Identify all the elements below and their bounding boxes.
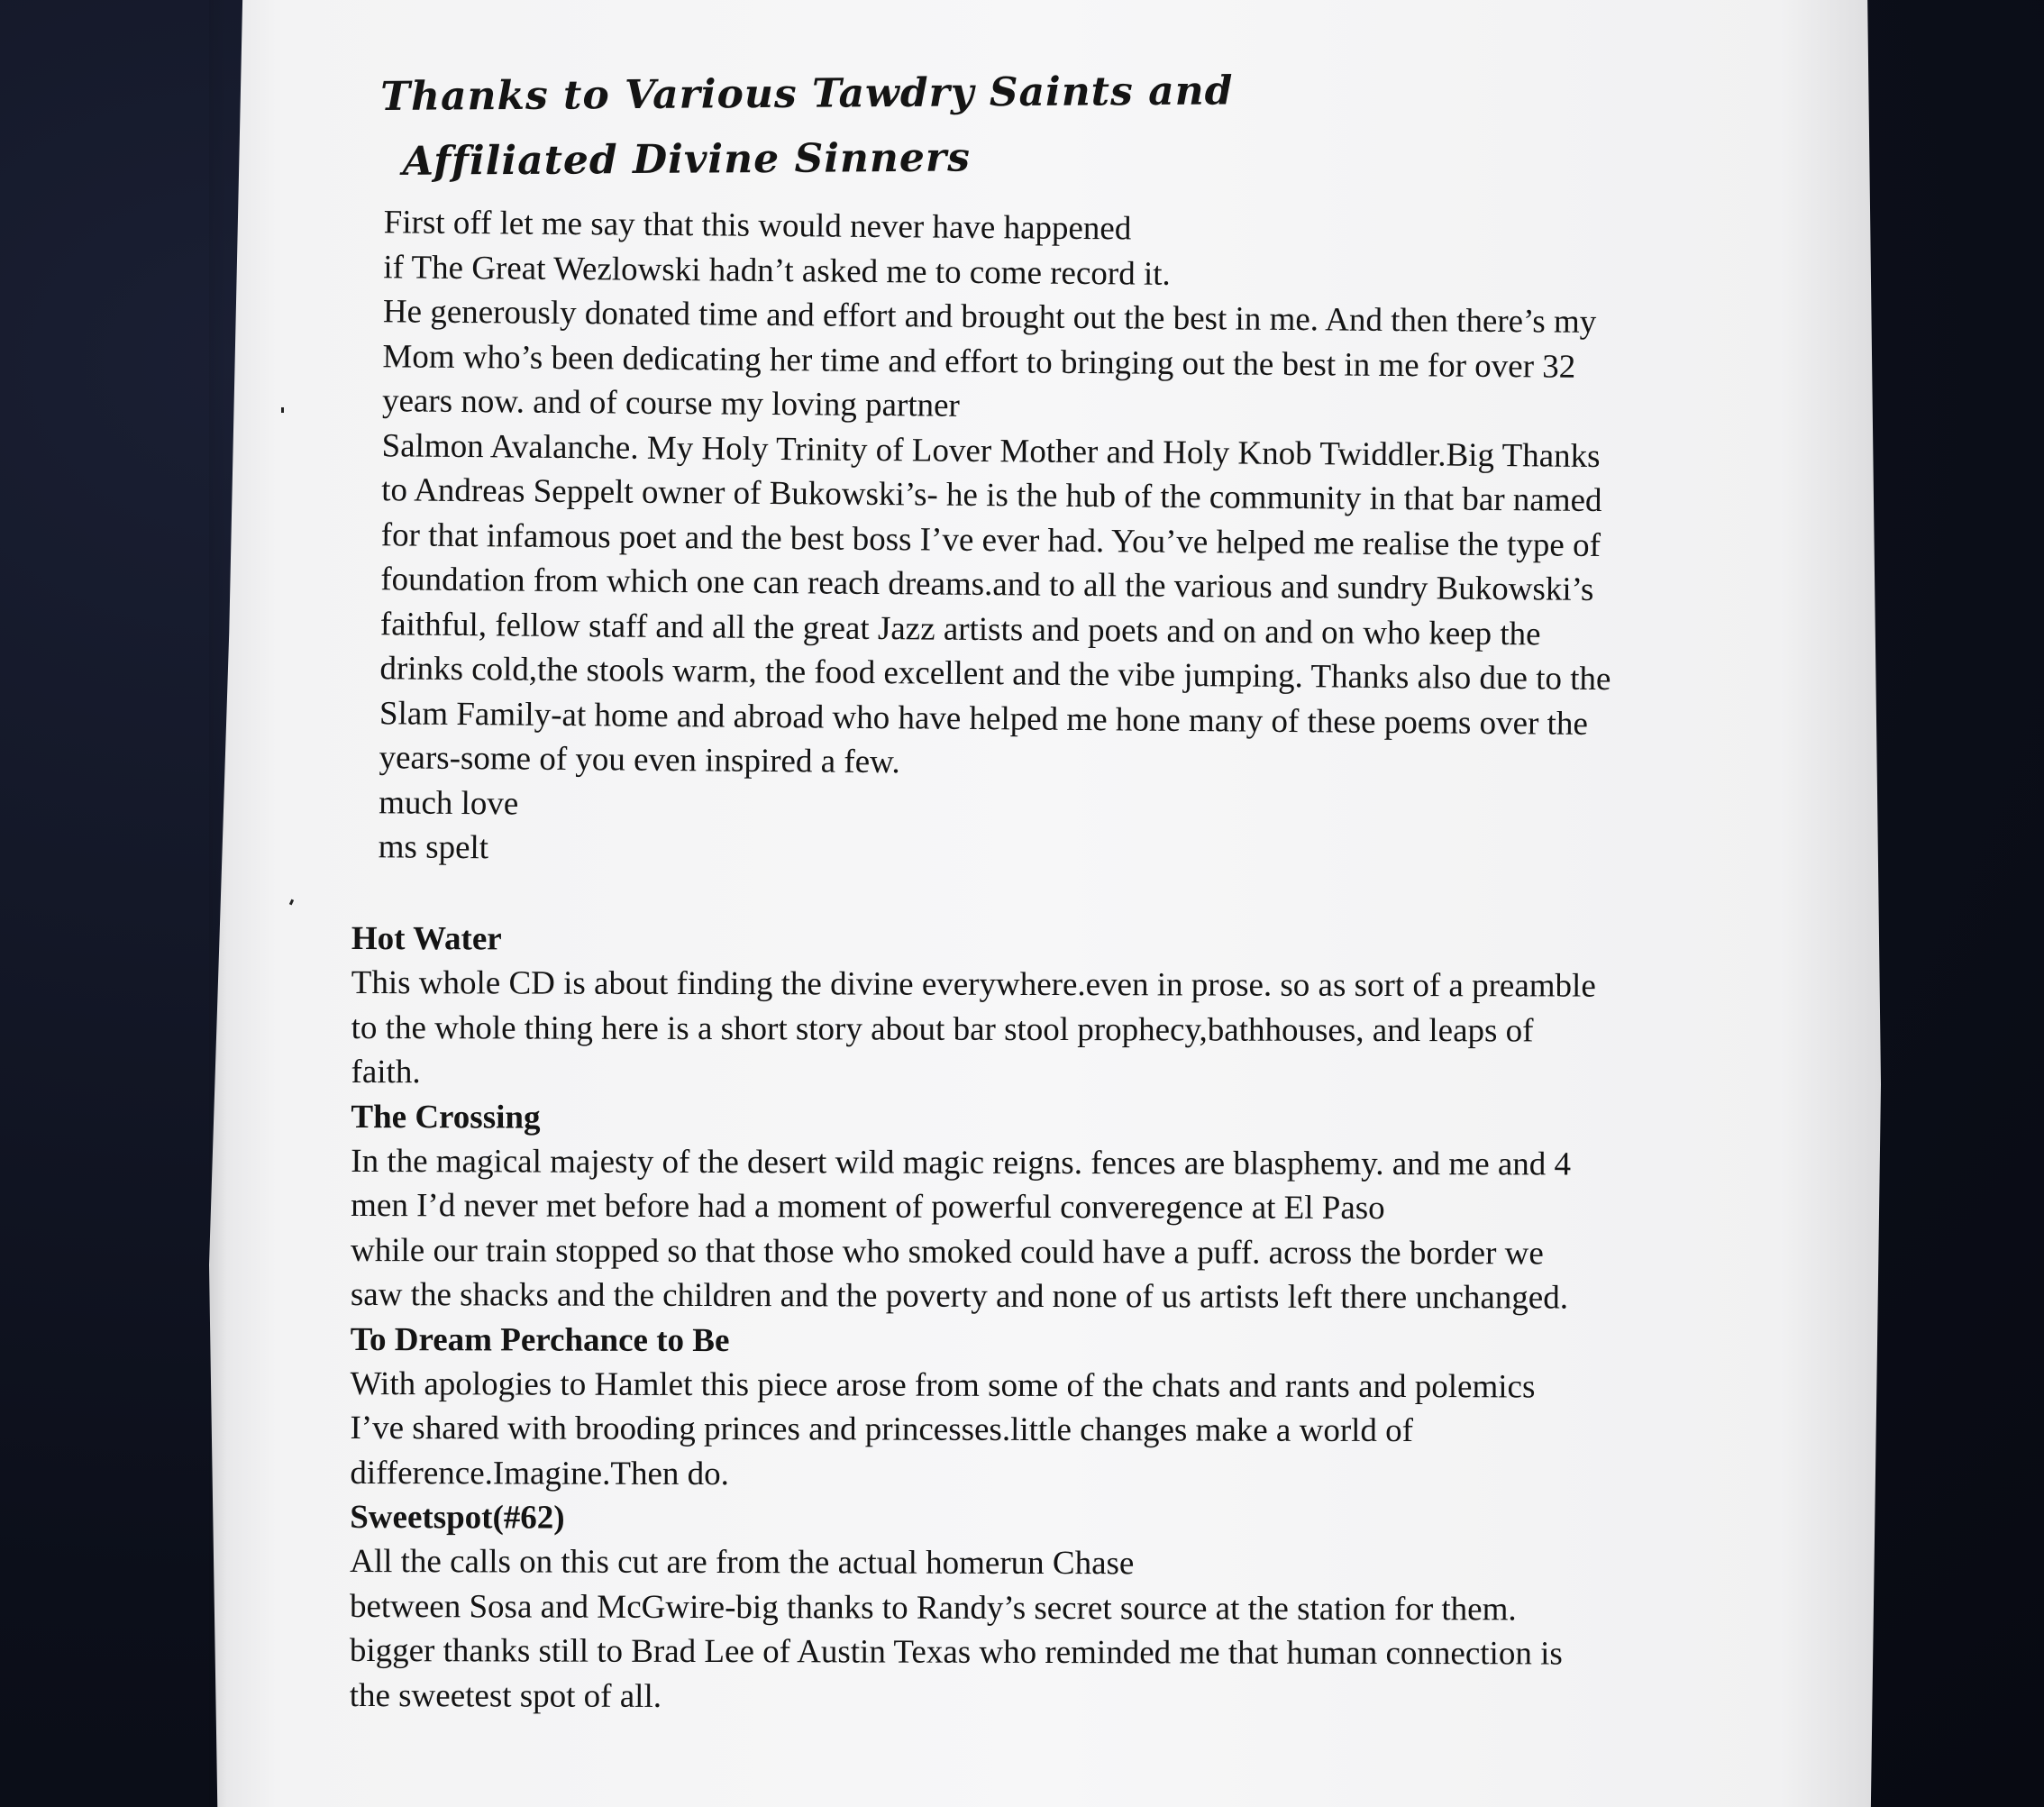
liner-notes — [349, 65, 1802, 1718]
intro-line: years now. and of course my loving partner — [381, 382, 961, 424]
title-line-1: Thanks to Various Tawdry Saints and — [380, 68, 1234, 120]
intro-line: faithful, fellow staff and all the great Jazz artists and poets and on and on who keep the — [379, 605, 1541, 653]
intro-line: if The Great Wezlowski hadn’t asked me to come record it. — [383, 248, 1171, 293]
track-note-line: difference.Imagine.Then do. — [350, 1453, 729, 1492]
track-note-line: This whole CD is about finding the divine everywhere.even in prose. so as sort of a preamble — [351, 963, 1596, 1005]
track-note-line: saw the shacks and the children and the poverty and none of us artists left there unchanged. — [350, 1275, 1569, 1317]
intro-signature: ms spelt — [378, 828, 489, 867]
track-heading-hot-water: Hot Water — [351, 919, 502, 957]
track-note-line: All the calls on this cut are from the actual homerun Chase — [350, 1542, 1135, 1582]
speck-mark — [281, 407, 284, 413]
track-note-line: the sweetest spot of all. — [349, 1675, 662, 1714]
track-note-line: men I’d never met before had a moment of powerful converegence at El Paso — [351, 1186, 1385, 1227]
track-note-line: to the whole thing here is a short story about bar stool prophecy,bathhouses, and leaps of — [351, 1008, 1534, 1049]
intro-signoff: much love — [378, 783, 519, 823]
track-notes — [350, 917, 1802, 1721]
intro-line: to Andreas Seppelt owner of Bukowski’s- he is the hub of the community in that bar named — [381, 471, 1602, 520]
intro-paragraph — [355, 200, 1802, 881]
intro-line: years-some of you even inspired a few. — [379, 739, 900, 781]
track-heading-sweetspot: Sweetspot(#62) — [350, 1498, 565, 1537]
intro-line: drinks cold,the stools warm, the food excellent and the vibe jumping. Thanks also due to the — [379, 650, 1611, 698]
track-note-line: In the magical majesty of the desert wild magic reigns. fences are blasphemy. and me and 4 — [351, 1141, 1572, 1182]
intro-line: Mom who’s been dedicating her time and effort to bringing out the best in me for over 32 — [382, 337, 1576, 386]
track-note-line: faith. — [351, 1053, 421, 1091]
track-note-line: between Sosa and McGwire-big thanks to Randy’s secret source at the station for them. — [349, 1586, 1517, 1628]
intro-line: First off let me say that this would never have happened — [383, 204, 1132, 248]
intro-line: for that infamous poet and the best boss I’ve ever had. You’ve helped me realise the type of — [380, 516, 1601, 564]
intro-line: Salmon Avalanche. My Holy Trinity of Lover Mother and Holy Knob Twiddler.Big Thanks — [381, 426, 1601, 475]
track-heading-to-dream: To Dream Perchance to Be — [350, 1319, 730, 1359]
title-line-2: Affiliated Divine Sinners — [402, 134, 972, 185]
intro-line: foundation from which one can reach dreams.and to all the various and sundry Bukowski’s — [380, 561, 1594, 608]
track-heading-the-crossing: The Crossing — [351, 1097, 541, 1136]
paper-fold-shadow — [209, 0, 227, 1807]
track-note-line: while our train stopped so that those who smoked could have a puff. across the border we — [350, 1230, 1544, 1272]
track-note-line: bigger thanks still to Brad Lee of Austin Texas who reminded me that human connection is — [349, 1631, 1563, 1673]
intro-line: He generously donated time and effort and brought out the best in me. And then there’s my — [382, 293, 1597, 341]
page-title — [380, 55, 1803, 195]
intro-line: Slam Family-at home and abroad who have helped me hone many of these poems over the — [379, 694, 1589, 743]
track-note-line: With apologies to Hamlet this piece arose from some of the chats and rants and polemics — [350, 1364, 1536, 1405]
track-note-line: I’ve shared with brooding princes and princesses.little changes make a world of — [350, 1409, 1414, 1449]
